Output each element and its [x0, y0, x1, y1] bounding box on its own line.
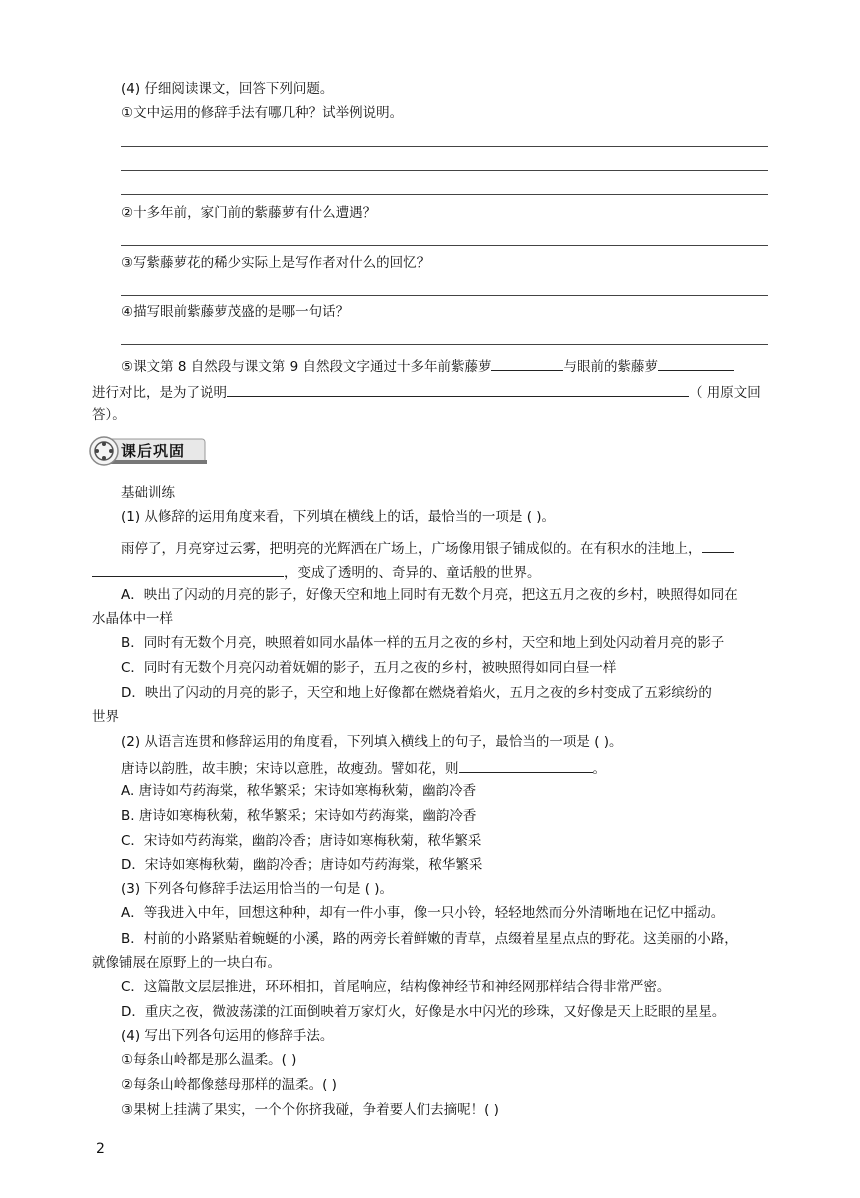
q3-option-b-cont: 就像铺展在原野上的一块白布。 — [92, 955, 281, 971]
q3-option-d: D．重庆之夜，微波荡漾的江面倒映着万家灯火，好像是水中闪光的珍珠，又好像是天上眨眼的星星。 — [121, 1004, 726, 1020]
answer-line — [121, 344, 768, 345]
question-1-passage-line2 — [92, 562, 541, 582]
q1-option-d-cont: 世界 — [92, 709, 119, 725]
q4-item-1: ①每条山岭都是那么温柔。( ) — [121, 1052, 297, 1068]
question-4-5-line3: 答）。 — [92, 407, 126, 423]
question-4-2: ②十多年前，家门前的紫藤萝有什么遭遇？ — [121, 205, 377, 221]
q1-option-a-cont: 水晶体中一样 — [92, 611, 173, 627]
question-1-passage-line1 — [121, 538, 734, 558]
passage-text: ，变成了透明的、奇异的、童话般的世界。 — [284, 565, 541, 581]
question-3: (3) 下列各句修辞手法运用恰当的一句是 ( )。 — [121, 881, 394, 897]
question-4-4: ④描写眼前紫藤萝茂盛的是哪一句话？ — [121, 304, 350, 320]
q1-option-d: D．映出了闪动的月亮的影子，天空和地上好像都在燃烧着焰火，五月之夜的乡村变成了五彩缤纷的 — [121, 685, 712, 701]
q2-option-d: D．宋诗如寒梅秋菊，幽韵冷香；唐诗如芍药海棠，秾华繁采 — [121, 857, 483, 873]
q4-5-text-d: （ 用原文回 — [689, 385, 761, 401]
question-4-3: ③写紫藤萝花的稀少实际上是写作者对什么的回忆？ — [121, 255, 431, 271]
answer-line — [121, 245, 768, 246]
fill-blank — [227, 382, 689, 397]
fill-blank — [702, 538, 734, 553]
passage-text: 唐诗以韵胜，故丰腴；宋诗以意胜，故瘦劲。譬如花，则 — [121, 761, 459, 777]
question-2: (2) 从语言连贯和修辞运用的角度看，下列填入横线上的句子，最恰当的一项是 ( )。 — [121, 734, 623, 750]
question-4-5-line2 — [92, 382, 761, 402]
q2-option-c: C．宋诗如芍药海棠，幽韵冷香；唐诗如寒梅秋菊，秾华繁采 — [121, 833, 482, 849]
answer-line — [121, 194, 768, 195]
q4-5-text-c: 进行对比，是为了说明 — [92, 385, 227, 401]
q1-option-a: A．映出了闪动的月亮的影子，好像天空和地上同时有无数个月亮，把这五月之夜的乡村，映照得如同在 — [121, 587, 738, 603]
section-title: 课后巩固 — [121, 442, 186, 460]
answer-line — [121, 295, 768, 296]
page-number: 2 — [96, 1141, 105, 1157]
passage-text: 。 — [592, 761, 606, 777]
answer-line — [121, 170, 768, 171]
answer-line — [121, 146, 768, 147]
fill-blank — [92, 562, 284, 577]
q4-5-text-b: 与眼前的紫藤萝 — [563, 359, 658, 375]
q2-option-a: A. 唐诗如芍药海棠，秾华繁采；宋诗如寒梅秋菊，幽韵冷香 — [121, 783, 477, 799]
passage-text: 雨停了，月亮穿过云雾，把明亮的光辉洒在广场上，广场像用银子铺成似的。在有积水的洼地上， — [121, 541, 702, 557]
question-4-title: (4) 仔细阅读课文，回答下列问题。 — [121, 81, 334, 97]
fill-blank — [491, 356, 563, 371]
q3-option-b: B．村前的小路紧贴着蜿蜒的小溪，路的两旁长着鲜嫩的青草，点缀着星星点点的野花。这美丽的小路， — [121, 931, 738, 947]
question-4-5-line1 — [121, 356, 734, 376]
q1-option-c: C．同时有无数个月亮闪动着妩媚的影子，五月之夜的乡村，被映照得如同白昼一样 — [121, 660, 617, 676]
q4-item-2: ②每条山岭都像慈母那样的温柔。( ) — [121, 1077, 337, 1093]
subsection-heading: 基础训练 — [121, 485, 175, 501]
question-4-1: ①文中运用的修辞手法有哪几种？试举例说明。 — [121, 105, 404, 121]
q2-option-b: B. 唐诗如寒梅秋菊，秾华繁采；宋诗如芍药海棠，幽韵冷香 — [121, 808, 477, 824]
q4-item-3: ③果树上挂满了果实，一个个你挤我碰，争着要人们去摘呢！( ) — [121, 1102, 499, 1118]
question-4: (4) 写出下列各句运用的修辞手法。 — [121, 1028, 334, 1044]
q4-5-text-a: ⑤课文第 8 自然段与课文第 9 自然段文字通过十多年前紫藤萝 — [121, 359, 492, 375]
question-1: (1) 从修辞的运用角度来看，下列填在横线上的话，最恰当的一项是 ( )。 — [121, 509, 556, 525]
fill-blank — [459, 758, 593, 773]
fill-blank — [658, 356, 734, 371]
q3-option-c: C．这篇散文层层推进，环环相扣，首尾响应，结构像神经节和神经网那样结合得非常严密。 — [121, 979, 671, 995]
question-2-passage — [121, 758, 606, 778]
q3-option-a: A．等我进入中年，回想这种种，却有一件小事，像一只小铃，轻轻地然而分外清晰地在记忆中摇动。 — [121, 905, 725, 921]
q1-option-b: B．同时有无数个月亮，映照着如同水晶体一样的五月之夜的乡村，天空和地上到处闪动着月亮的影子 — [121, 635, 725, 651]
